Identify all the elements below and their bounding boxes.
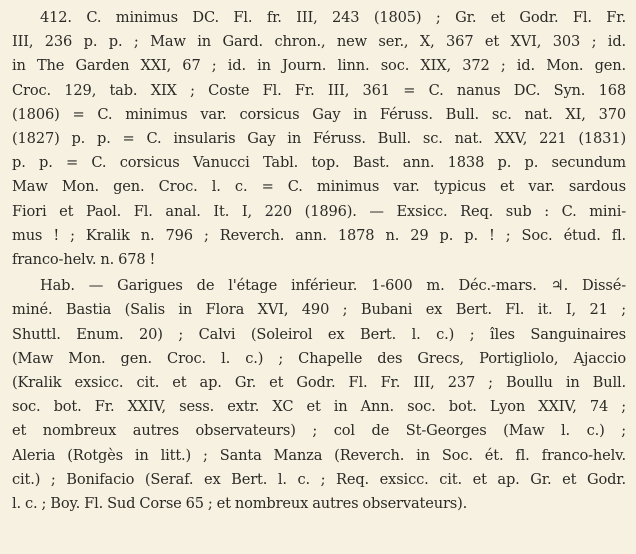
- entry-line-10: mus ! ; Kralik n. 796 ; Reverch. ann. 1878 n. 29 p. p. ! ; Soc. étud. fl.: [12, 226, 626, 244]
- species-entry-paragraph: [12, 6, 626, 272]
- entry-line-3: in The Garden XXI, 67 ; id. in Journ. linn. soc. XIX, 372 ; id. Mon. gen.: [12, 57, 626, 75]
- habitat-line-2: miné. Bastia (Salis in Flora XVI, 490 ; Bubani ex Bert. Fl. it. I, 21 ;: [12, 301, 626, 319]
- habitat-line-3: Shuttl. Enum. 20) ; Calvi (Soleirol ex Bert. l. c.) ; îles Sanguinaires: [12, 325, 626, 343]
- entry-line-6: (1827) p. p. = C. insularis Gay in Féruss. Bull. sc. nat. XXV, 221 (1831): [12, 130, 626, 148]
- habitat-line-5: (Kralik exsicc. cit. et ap. Gr. et Godr. Fl. Fr. III, 237 ; Boullu in Bull.: [12, 374, 626, 392]
- habitat-paragraph: [12, 274, 626, 516]
- habitat-line-8: Aleria (Rotgès in litt.) ; Santa Manza (Reverch. in Soc. ét. fl. franco-helv.: [12, 446, 626, 464]
- entry-line-11: franco-helv. n. 678 !: [12, 251, 156, 269]
- entry-line-5: (1806) = C. minimus var. corsicus Gay in Féruss. Bull. sc. nat. XI, 370: [12, 105, 626, 123]
- habitat-line-6: soc. bot. Fr. XXIV, sess. extr. XC et in Ann. soc. bot. Lyon XXIV, 74 ;: [12, 398, 626, 416]
- entry-line-2: III, 236 p. p. ; Maw in Gard. chron., new ser., X, 367 et XVI, 303 ; id.: [12, 33, 626, 51]
- habitat-line-1: Hab. — Garigues de l'étage inférieur. 1-600 m. Déc.-mars. ♃. Dissé-: [40, 277, 626, 295]
- habitat-line-9: cit.) ; Bonifacio (Seraf. ex Bert. l. c. ; Req. exsicc. cit. et ap. Gr. et Godr.: [12, 470, 626, 488]
- entry-line-7: p. p. = C. corsicus Vanucci Tabl. top. Bast. ann. 1838 p. p. secundum: [12, 154, 626, 172]
- entry-line-4: Croc. 129, tab. XIX ; Coste Fl. Fr. III, 361 = C. nanus DC. Syn. 168: [12, 81, 626, 99]
- entry-line-9: Fiori et Paol. Fl. anal. It. I, 220 (1896). — Exsicc. Req. sub : C. mini-: [12, 202, 626, 220]
- habitat-line-10: l. c. ; Boy. Fl. Sud Corse 65 ; et nombreux autres observateurs).: [12, 495, 468, 513]
- habitat-line-4: (Maw Mon. gen. Croc. l. c.) ; Chapelle des Grecs, Portigliolo, Ajaccio: [12, 349, 626, 367]
- entry-line-1: 412. C. minimus DC. Fl. fr. III, 243 (1805) ; Gr. et Godr. Fl. Fr.: [40, 9, 626, 26]
- habitat-line-7: et nombreux autres observateurs) ; col de St-Georges (Maw l. c.) ;: [12, 422, 626, 440]
- entry-line-8: Maw Mon. gen. Croc. l. c. = C. minimus var. typicus et var. sardous: [12, 178, 626, 196]
